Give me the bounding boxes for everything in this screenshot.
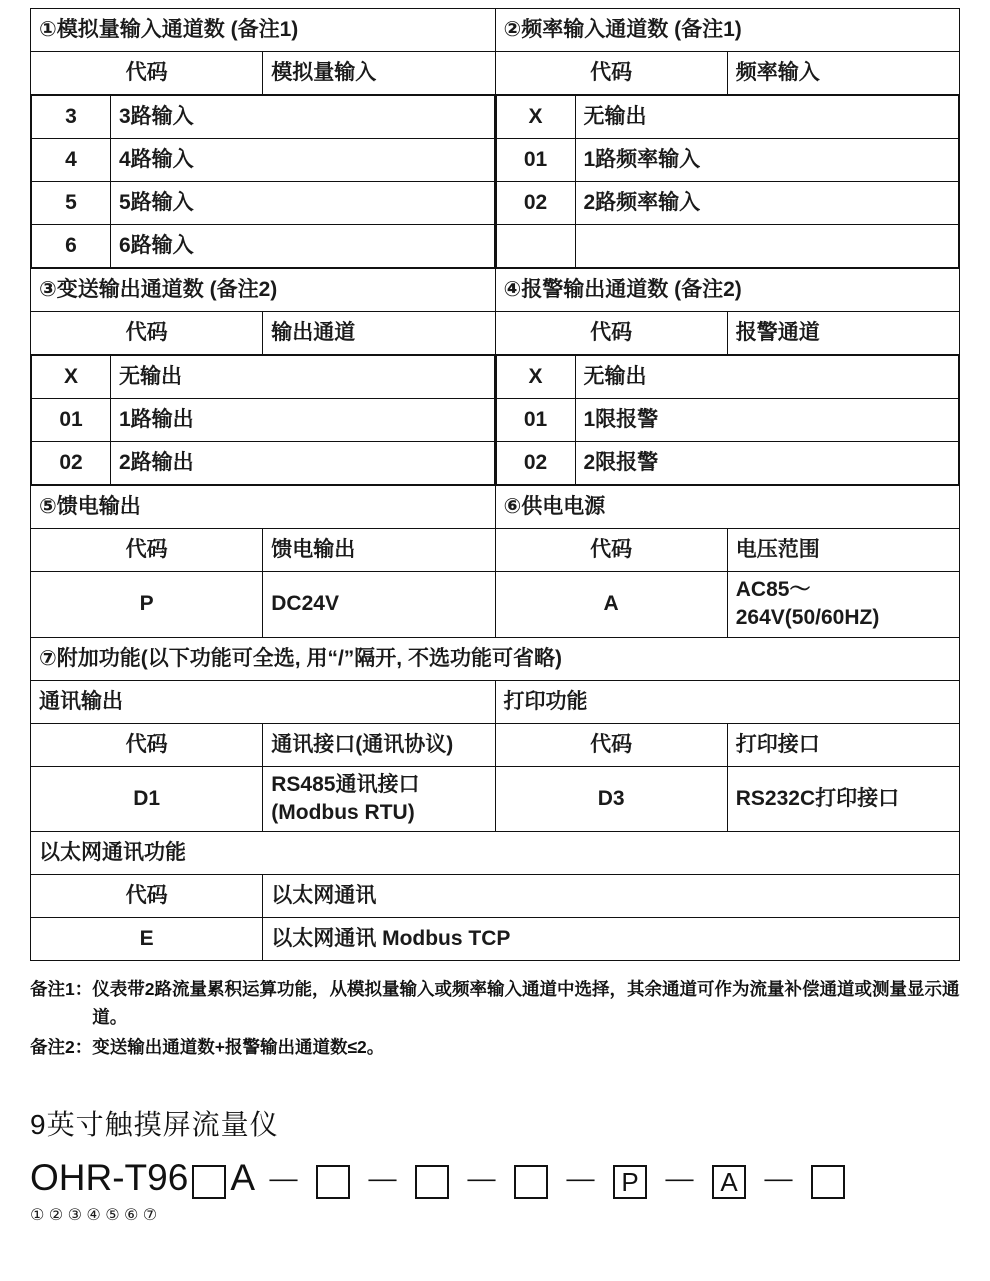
model-dash-2: － xyxy=(364,1161,401,1203)
model-slot-7[interactable] xyxy=(811,1165,845,1199)
section-header-row xyxy=(31,9,960,52)
table-row xyxy=(496,356,959,399)
section-1-right-header: ②频率输入通道数 (备注1) xyxy=(495,9,960,52)
model-slot-4[interactable] xyxy=(514,1165,548,1199)
desc: 2限报警 xyxy=(575,442,959,485)
code: 02 xyxy=(32,442,111,485)
code: 6 xyxy=(32,225,111,268)
code: X xyxy=(32,356,111,399)
code: 5 xyxy=(32,182,111,225)
code: E xyxy=(31,918,263,961)
ethernet-group-row xyxy=(31,832,960,875)
ethernet-desc-header: 以太网通讯 xyxy=(263,875,960,918)
section-2-body-row xyxy=(31,355,960,486)
model-dash-1: － xyxy=(265,1161,302,1203)
desc: 6路输入 xyxy=(111,225,495,268)
section-2-left-code-header: 代码 xyxy=(31,312,263,355)
section-3-left-header: ⑤馈电输出 xyxy=(31,486,496,529)
marker-7: ⑦ xyxy=(142,1207,158,1225)
model-markers xyxy=(30,1205,960,1233)
section-3-right-desc-header: 电压范围 xyxy=(727,529,959,572)
code: 4 xyxy=(32,139,111,182)
desc: 以太网通讯 Modbus TCP xyxy=(263,918,960,961)
marker-3: ③ xyxy=(67,1207,82,1225)
extra-left-code-header: 代码 xyxy=(31,723,263,766)
table-row xyxy=(32,442,495,485)
marker-6: ⑥ xyxy=(123,1207,139,1225)
marker-4: ④ xyxy=(86,1207,101,1225)
code: D1 xyxy=(31,766,263,832)
table-row xyxy=(496,139,959,182)
model-code-line xyxy=(30,1151,960,1205)
model-slot-3[interactable] xyxy=(415,1165,449,1199)
extra-right-code-header: 代码 xyxy=(495,723,727,766)
ethernet-group: 以太网通讯功能 xyxy=(31,832,960,875)
section-1-body-row xyxy=(31,95,960,269)
marker-1: ① xyxy=(30,1207,45,1225)
section-1-right-desc-header: 频率输入 xyxy=(727,52,959,95)
model-slot-1[interactable] xyxy=(192,1165,226,1199)
desc: 3路输入 xyxy=(111,96,495,139)
code: X xyxy=(496,356,575,399)
model-code-area xyxy=(30,1103,960,1233)
note-2 xyxy=(30,1033,960,1061)
model-slot-2[interactable] xyxy=(316,1165,350,1199)
extra-left-desc-header: 通讯接口(通讯协议) xyxy=(263,723,495,766)
desc: 1限报警 xyxy=(575,399,959,442)
section-1-left-body xyxy=(31,95,496,269)
desc: 无输出 xyxy=(575,96,959,139)
section-2-right-desc-header: 报警通道 xyxy=(727,312,959,355)
desc: RS485通讯接口(Modbus RTU) xyxy=(263,766,495,832)
model-dash-6: － xyxy=(760,1161,797,1203)
model-title: 9英寸触摸屏流量仪 xyxy=(30,1109,279,1141)
section-1-left-list xyxy=(31,95,495,268)
table-row xyxy=(32,139,495,182)
section-3-body-row xyxy=(31,572,960,638)
specification-table xyxy=(30,8,960,961)
code: 01 xyxy=(32,399,111,442)
extra-column-header-row xyxy=(31,723,960,766)
column-header-row xyxy=(31,52,960,95)
desc: 5路输入 xyxy=(111,182,495,225)
code: 02 xyxy=(496,442,575,485)
table-row xyxy=(32,182,495,225)
code: 02 xyxy=(496,182,575,225)
desc: RS232C打印接口 xyxy=(727,766,959,832)
code: 01 xyxy=(496,139,575,182)
section-3-right-header: ⑥供电电源 xyxy=(495,486,960,529)
model-dash-3: － xyxy=(463,1161,500,1203)
extra-header: ⑦附加功能(以下功能可全选, 用“/”隔开, 不选功能可省略) xyxy=(31,637,960,680)
section-2-right-code-header: 代码 xyxy=(495,312,727,355)
note-1-body: 仪表带2路流量累积运算功能，从模拟量输入或频率输入通道中选择，其余通道可作为流量补偿通道或测量显示通道。 xyxy=(92,979,960,1028)
code: A xyxy=(495,572,727,638)
extra-body-row xyxy=(31,766,960,832)
section-2-left-body xyxy=(31,355,496,486)
table-row-spacer xyxy=(496,225,959,268)
section-2-left-desc-header: 输出通道 xyxy=(263,312,495,355)
desc: AC85〜264V(50/60HZ) xyxy=(727,572,959,638)
table-row xyxy=(32,399,495,442)
desc: 2路频率输入 xyxy=(575,182,959,225)
table-row xyxy=(496,96,959,139)
extra-right-desc-header: 打印接口 xyxy=(727,723,959,766)
model-dash-5: － xyxy=(661,1161,698,1203)
table-row xyxy=(496,182,959,225)
model-prefix: OHR-T96 xyxy=(30,1157,189,1199)
column-header-row xyxy=(31,312,960,355)
section-1-right-list xyxy=(496,95,960,268)
section-3-left-code-header: 代码 xyxy=(31,529,263,572)
table-row xyxy=(496,399,959,442)
section-header-row xyxy=(31,486,960,529)
model-letter-a: A xyxy=(230,1157,255,1199)
section-2-left-list xyxy=(31,355,495,485)
note-2-label: 备注2： xyxy=(30,1037,93,1058)
section-2-left-header: ③变送输出通道数 (备注2) xyxy=(31,269,496,312)
code: X xyxy=(496,96,575,139)
note-2-body: 变送输出通道数+报警输出通道数≤2。 xyxy=(92,1037,385,1058)
marker-2: ② xyxy=(48,1207,64,1225)
ethernet-column-header-row xyxy=(31,875,960,918)
table-row xyxy=(32,356,495,399)
column-header-row xyxy=(31,529,960,572)
section-header-row xyxy=(31,269,960,312)
model-slot-6[interactable]: A xyxy=(712,1165,746,1199)
desc-empty xyxy=(575,225,959,268)
code: D3 xyxy=(495,766,727,832)
desc: 1路频率输入 xyxy=(575,139,959,182)
extra-header-row xyxy=(31,637,960,680)
table-row xyxy=(32,225,495,268)
code-empty xyxy=(496,225,575,268)
section-1-right-body xyxy=(495,95,960,269)
model-slot-5[interactable]: P xyxy=(613,1165,647,1199)
section-1-left-header: ①模拟量输入通道数 (备注1) xyxy=(31,9,496,52)
code: 01 xyxy=(496,399,575,442)
note-1 xyxy=(30,975,960,1031)
code: P xyxy=(31,572,263,638)
desc: 无输出 xyxy=(111,356,495,399)
section-3-right-code-header: 代码 xyxy=(495,529,727,572)
section-2-right-header: ④报警输出通道数 (备注2) xyxy=(495,269,960,312)
ethernet-body-row xyxy=(31,918,960,961)
section-2-right-list xyxy=(496,355,960,485)
extra-right-group: 打印功能 xyxy=(495,680,960,723)
extra-left-group: 通讯输出 xyxy=(31,680,496,723)
note-1-label: 备注1： xyxy=(30,979,93,1000)
marker-5: ⑤ xyxy=(105,1207,120,1225)
model-dash-4: － xyxy=(562,1161,599,1203)
desc: 无输出 xyxy=(575,356,959,399)
ethernet-code-header: 代码 xyxy=(31,875,263,918)
desc: DC24V xyxy=(263,572,495,638)
section-2-right-body xyxy=(495,355,960,486)
desc: 1路输出 xyxy=(111,399,495,442)
section-1-left-code-header: 代码 xyxy=(31,52,263,95)
desc: 4路输入 xyxy=(111,139,495,182)
table-row xyxy=(496,442,959,485)
section-3-left-desc-header: 馈电输出 xyxy=(263,529,495,572)
extra-group-row xyxy=(31,680,960,723)
desc: 2路输出 xyxy=(111,442,495,485)
section-1-left-desc-header: 模拟量输入 xyxy=(263,52,495,95)
code: 3 xyxy=(32,96,111,139)
section-1-right-code-header: 代码 xyxy=(495,52,727,95)
notes-block xyxy=(30,975,960,1061)
table-row xyxy=(32,96,495,139)
